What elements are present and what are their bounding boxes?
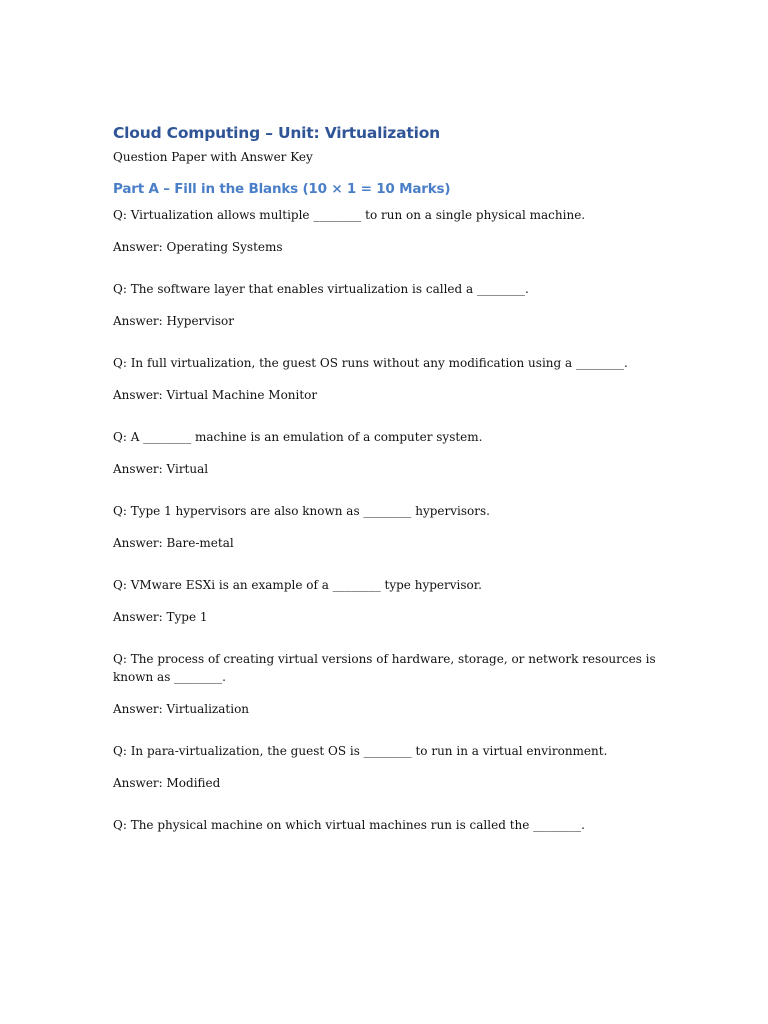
question-item — [113, 650, 673, 718]
question-item — [113, 206, 673, 256]
question-item — [113, 354, 673, 404]
answer-text: Answer: Hypervisor — [113, 314, 235, 328]
question-item — [113, 576, 673, 626]
question-list — [113, 206, 673, 858]
question-text: Q: A ________ machine is an emulation of a computer system. — [113, 430, 483, 444]
question-text: Q: In para-virtualization, the guest OS is ________ to run in a virtual environment. — [113, 744, 608, 758]
answer-text: Answer: Virtualization — [113, 702, 250, 716]
answer-text: Answer: Modified — [113, 776, 221, 790]
answer-text: Answer: Type 1 — [113, 610, 208, 624]
question-text: Q: In full virtualization, the guest OS runs without any modification using a ________. — [113, 356, 628, 370]
section-heading: Part A – Fill in the Blanks (10 × 1 = 10 Marks) — [113, 181, 451, 197]
answer-text: Answer: Bare-metal — [113, 536, 234, 550]
answer-text: Answer: Virtual — [113, 462, 209, 476]
question-item — [113, 816, 673, 834]
question-text: Q: Virtualization allows multiple ________ to run on a single physical machine. — [113, 208, 586, 222]
question-text: Q: The physical machine on which virtual machines run is called the ________. — [113, 818, 585, 832]
question-text: Q: Type 1 hypervisors are also known as ________ hypervisors. — [113, 504, 490, 518]
question-text: Q: The software layer that enables virtualization is called a ________. — [113, 282, 529, 296]
question-item — [113, 280, 673, 330]
question-item — [113, 742, 673, 792]
question-item — [113, 502, 673, 552]
document-title: Cloud Computing – Unit: Virtualization — [113, 124, 440, 142]
answer-text: Answer: Operating Systems — [113, 240, 283, 254]
question-text: Q: VMware ESXi is an example of a ________ type hypervisor. — [113, 578, 482, 592]
document-subtitle: Question Paper with Answer Key — [113, 150, 313, 164]
question-text: Q: The process of creating virtual versions of hardware, storage, or network resources is known as ________. — [113, 652, 656, 684]
answer-text: Answer: Virtual Machine Monitor — [113, 388, 318, 402]
question-item — [113, 428, 673, 478]
